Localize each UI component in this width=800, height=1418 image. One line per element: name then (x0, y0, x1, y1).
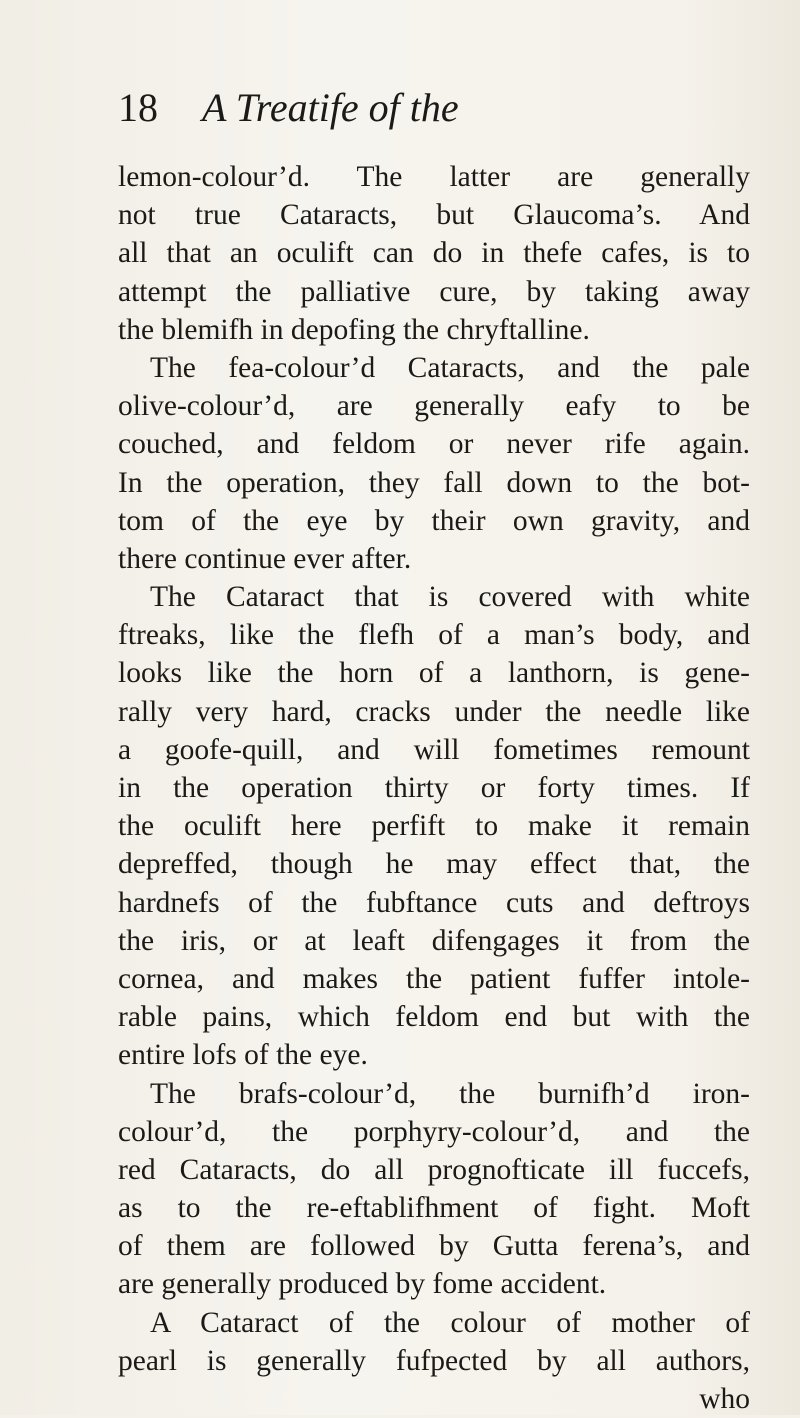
text-line: tom of the eye by their own gravity, and (118, 504, 750, 537)
text-line: rally very hard, cracks under the needle like (118, 695, 750, 728)
text-line: red Cataracts, do all prognofticate ill fuccefs, (118, 1153, 750, 1186)
text-line: The Cataract that is covered with white (150, 581, 750, 614)
text-line: as to the re-eftablifhment of fight. Moft (118, 1192, 750, 1225)
text-line: a goofe-quill, and will fometimes remount (118, 733, 750, 766)
text-line: olive-colour’d, are generally eafy to be (118, 390, 750, 423)
text-line: not true Cataracts, but Glaucoma’s. And (118, 199, 750, 232)
text-line: there continue ever after. (118, 542, 412, 575)
text-line: the iris, or at leaft difengages it from the (118, 924, 750, 957)
text-line: of them are followed by Gutta ferena’s, and (118, 1230, 750, 1263)
catchword: who (699, 1383, 750, 1415)
body-text (118, 158, 750, 1418)
text-line: couched, and feldom or never rife again. (118, 428, 750, 461)
text-line: the blemifh in depofing the chryftalline. (118, 313, 590, 346)
running-title: A Treatife of the (202, 85, 459, 130)
text-line: looks like the horn of a lanthorn, is gene- (118, 657, 750, 690)
text-line: The brafs-colour’d, the burnifh’d iron- (150, 1077, 750, 1110)
text-line: A Cataract of the colour of mother of (150, 1306, 750, 1339)
text-line: hardnefs of the fubftance cuts and deftroys (118, 886, 750, 919)
text-line: The fea-colour’d Cataracts, and the pale (150, 351, 750, 384)
text-line: the oculift here perfift to make it remain (118, 810, 750, 843)
text-line: ftreaks, like the flefh of a man’s body, and (118, 619, 750, 652)
text-line: colour’d, the porphyry-colour’d, and the (118, 1115, 750, 1148)
text-line: are generally produced by fome accident. (118, 1268, 607, 1301)
page-number: 18 (118, 85, 158, 130)
text-line: all that an oculift can do in thefe cafes, is to (118, 237, 750, 270)
text-line: In the operation, they fall down to the bot- (118, 466, 750, 499)
text-line: depreffed, though he may effect that, the (118, 848, 750, 881)
text-line: pearl is generally fufpected by all authors, (118, 1344, 750, 1377)
text-line: in the operation thirty or forty times. If (118, 772, 750, 804)
page-header (118, 85, 459, 130)
text-line: entire lofs of the eye. (118, 1039, 368, 1072)
text-line: lemon-colour’d. The latter are generally (118, 161, 750, 193)
text-line: rable pains, which feldom end but with the (118, 1001, 750, 1034)
text-line: attempt the palliative cure, by taking away (118, 275, 750, 308)
text-line: cornea, and makes the patient fuffer intole- (118, 962, 750, 995)
